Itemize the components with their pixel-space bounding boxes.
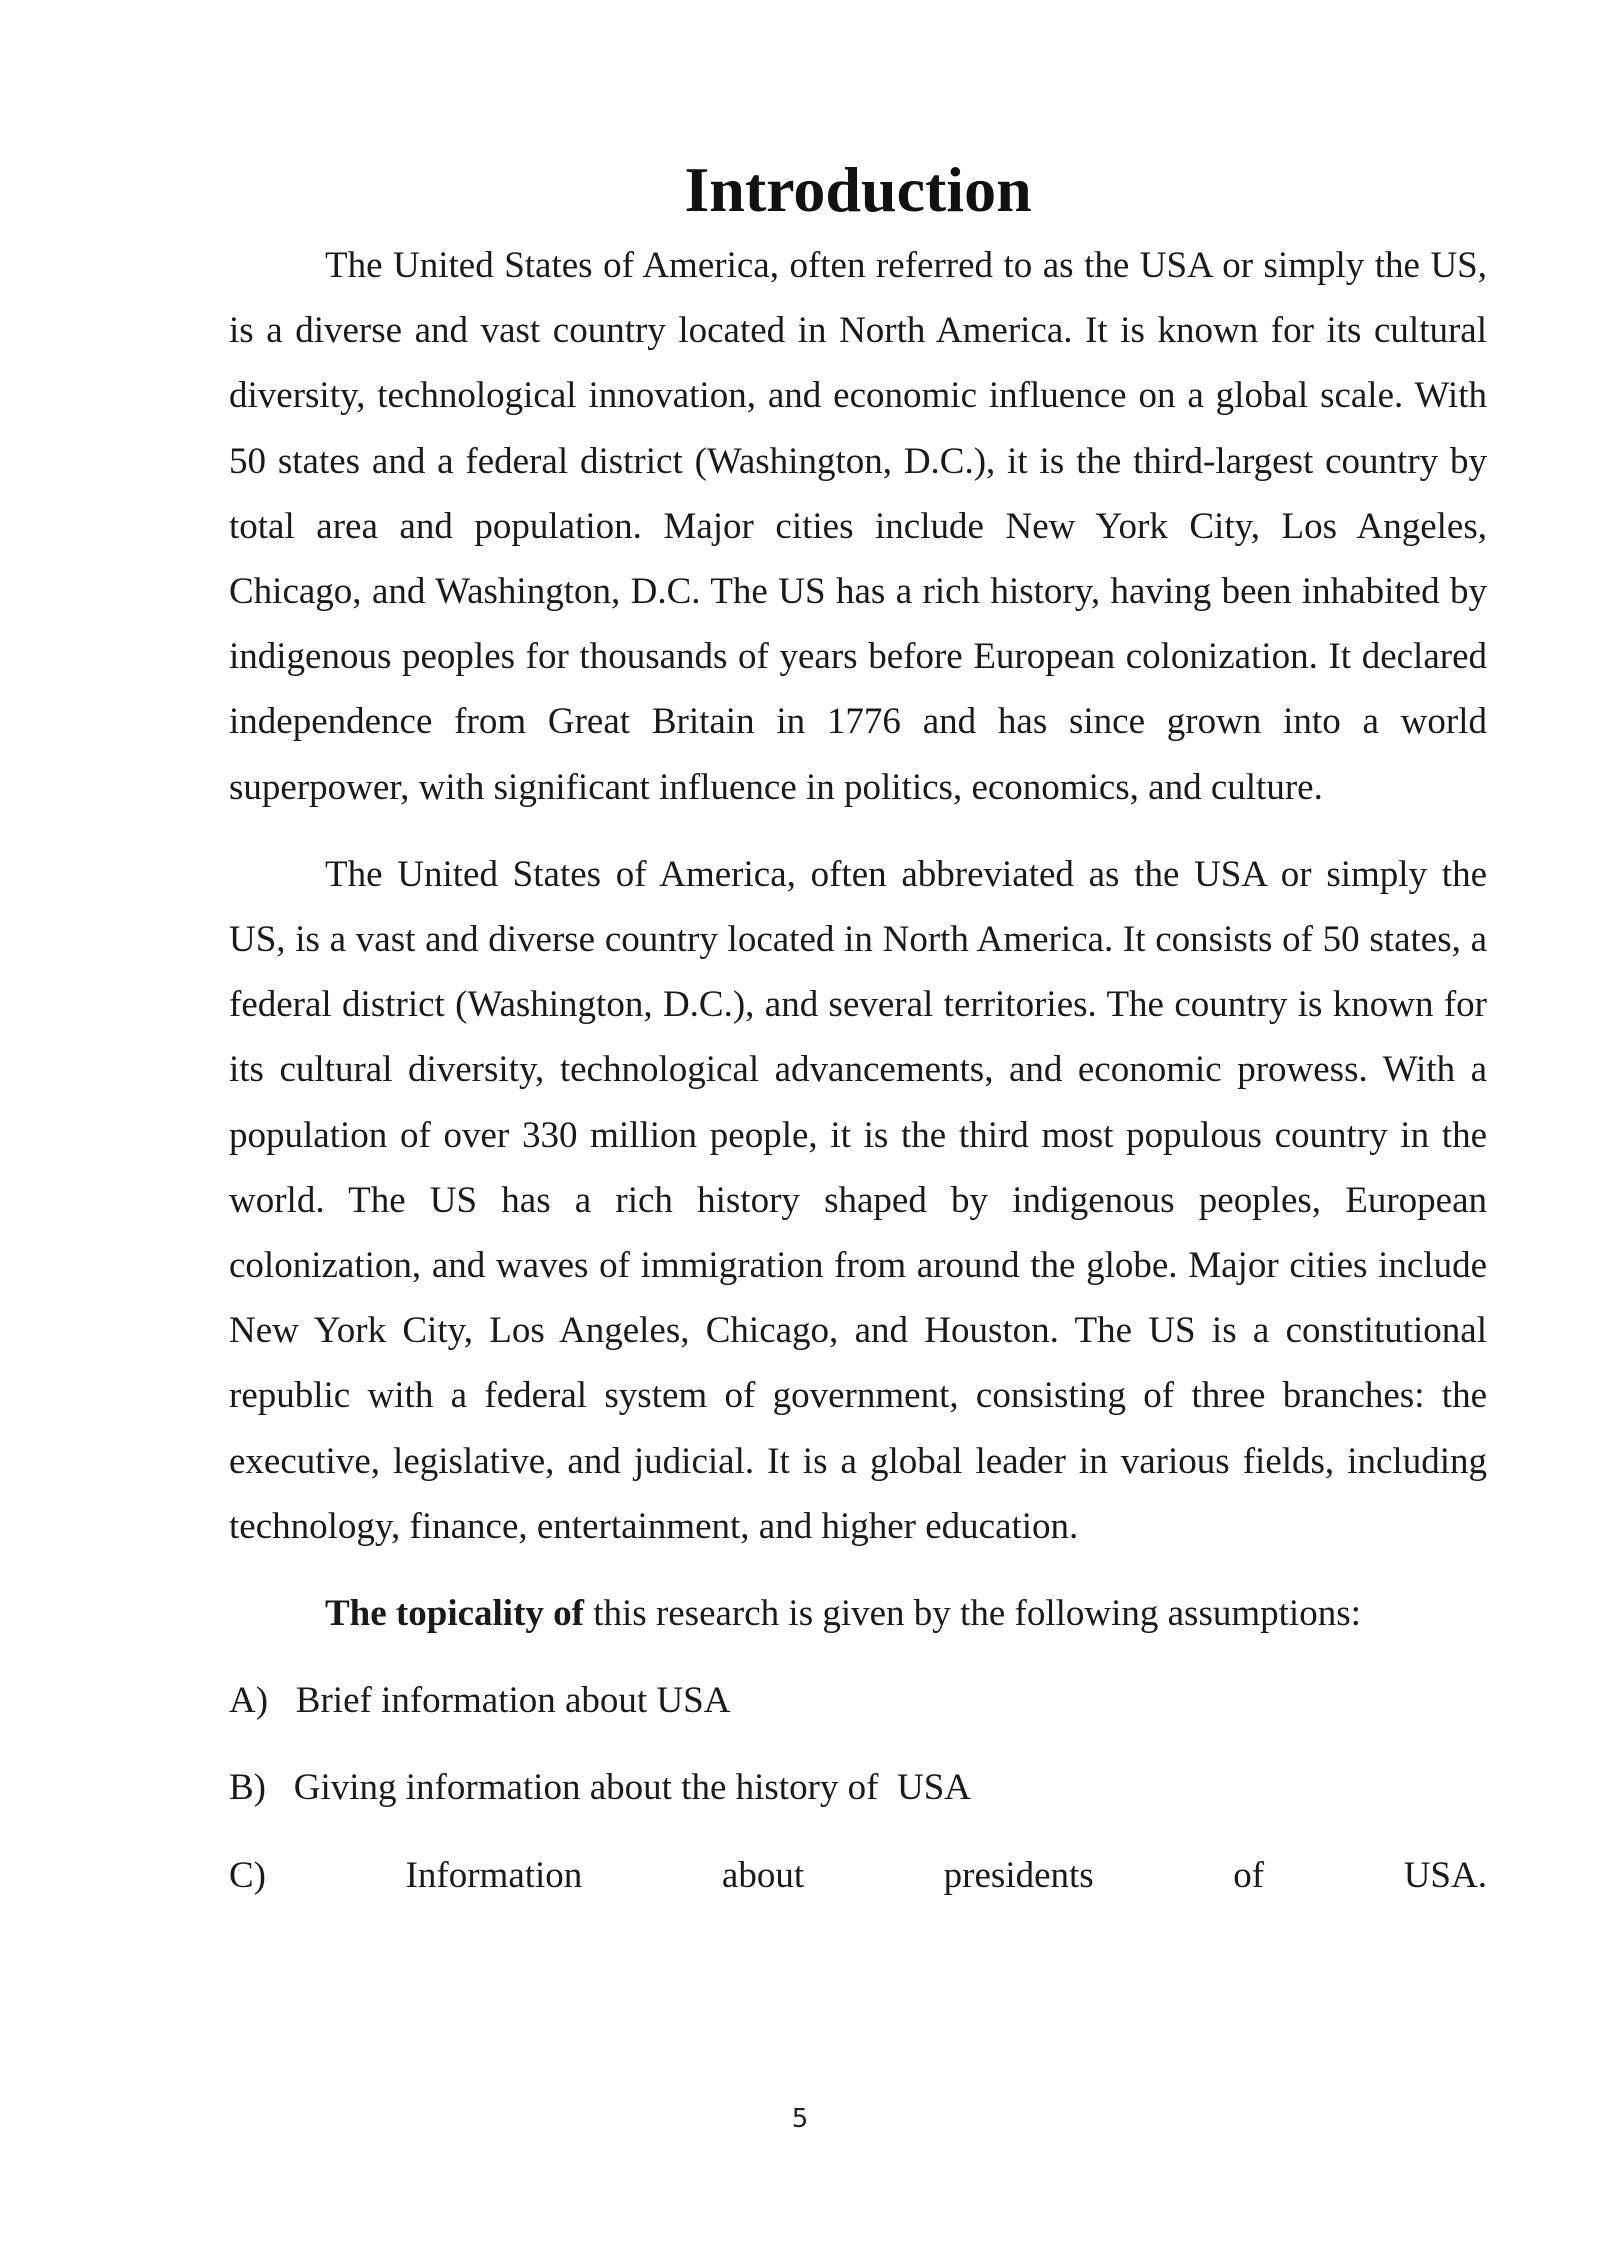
page-title: Introduction [684, 154, 1032, 225]
topicality-bold-label: The topicality of [325, 1593, 584, 1635]
page-number: 5 [791, 2104, 809, 2134]
list-item-c-word: presidents [943, 1854, 1094, 1896]
list-item-b: B) Giving information about the history of USA [229, 1767, 971, 1809]
list-item-c [229, 1843, 1487, 1908]
topicality-text: this research is given by the following assumptions: [583, 1593, 1361, 1635]
list-item-c-word: of [1233, 1854, 1265, 1896]
intro-paragraph-1: The United States of America, often referred to as the USA or simply the US, is a diverse and vast country located in North America. It is known for its cultural diversity, technological innovation, and economic influence on a global scale. With 50 states and a federal district (Washington, D.C.), it is the third-largest country by total area and population. Major cities include New York City, Los Angeles, Chicago, and Washington, D.C. The US has a rich history, having been inhabited by indigenous peoples for thousands of years before European colonization. It declared independence from Great Britain in 1776 and has since grown into a world superpower, with significant influence in politics, economics, and culture. [229, 245, 1487, 808]
list-item-c-word: about [721, 1854, 805, 1896]
intro-paragraph-2: The United States of America, often abbreviated as the USA or simply the US, is a vast and diverse country located in North America. It consists of 50 states, a federal district (Washington, D.C.), and several territories. The country is known for its cultural diversity, technological advancements, and economic prowess. With a population of over 330 million people, it is the third most populous country in the world. The US has a rich history shaped by indigenous peoples, European colonization, and waves of immigration from around the globe. Major cities include New York City, Los Angeles, Chicago, and Houston. The US is a constitutional republic with a federal system of government, consisting of three branches: the executive, legislative, and judicial. It is a global leader in various fields, including technology, finance, entertainment, and higher education. [229, 853, 1487, 1547]
list-item-c-word: USA. [1403, 1854, 1487, 1896]
list-item-c-word: Information [405, 1854, 583, 1896]
list-item-c-marker: C) [229, 1854, 266, 1896]
topicality-statement [229, 1581, 1487, 1646]
page-content [229, 150, 1487, 1930]
list-item-a: A) Brief information about USA [229, 1680, 731, 1722]
